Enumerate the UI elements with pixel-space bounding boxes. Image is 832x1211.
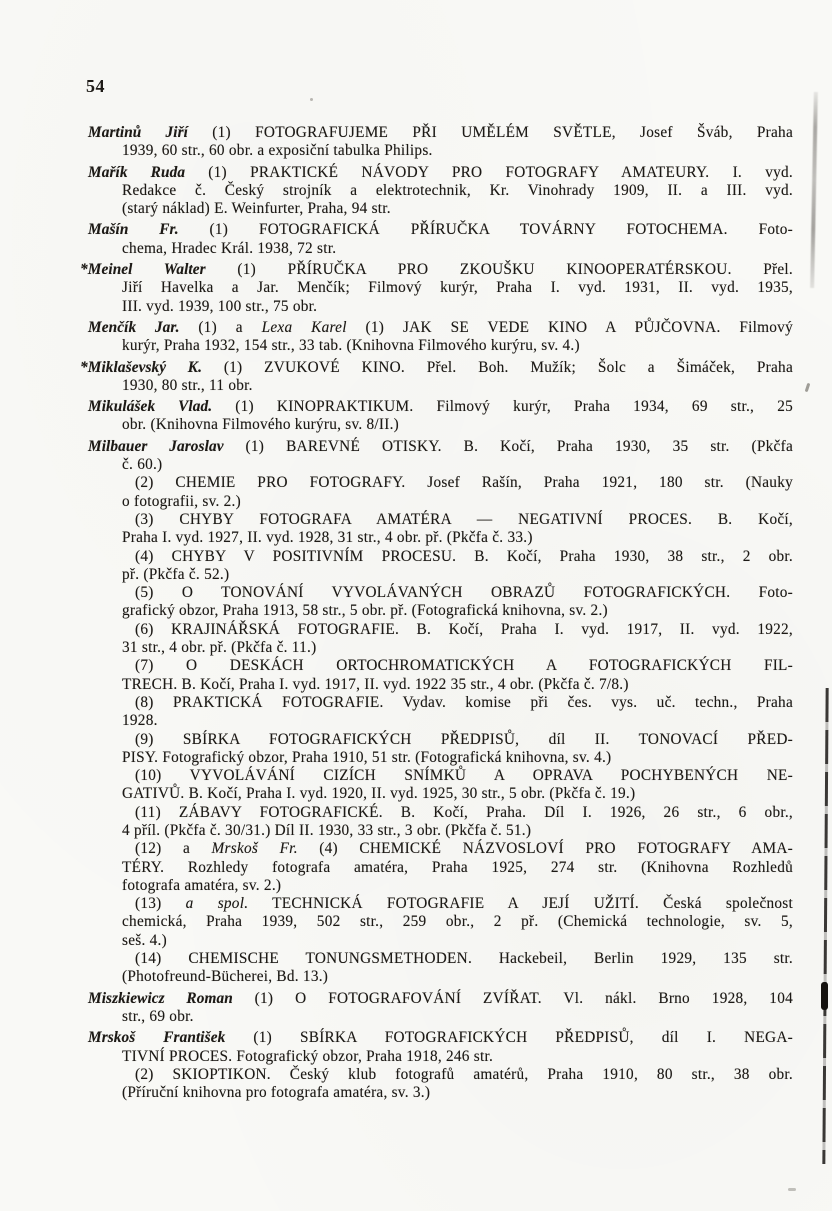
- bib-line: grafický obzor, Praha 1913, 58 str., 5 obr. př. (Fotografická knihovna, sv. 2.): [122, 602, 608, 620]
- bib-entry: [88, 1029, 793, 1102]
- bib-entry: [88, 318, 793, 356]
- scan-artifact-speck: [788, 1188, 796, 1191]
- bib-line: kurýr, Praha 1932, 154 str., 33 tab. (Knihovna Filmového kurýru, sv. 4.): [122, 337, 580, 355]
- bib-entry: [80, 261, 794, 316]
- bib-line: (2) SKIOPTIKON. Český klub fotografů amatérů, Praha 1910, 80 str., 38 obr.: [135, 1065, 793, 1083]
- bib-line: TIVNÍ PROCES. Fotografický obzor, Praha 1918, 246 str.: [122, 1047, 494, 1065]
- bib-line: (7) O DESKÁCH ORTOCHROMATICKÝCH A FOTOGRAFICKÝCH FIL-: [135, 657, 793, 675]
- bib-line: chemická, Praha 1939, 502 str., 259 obr., 2 př. (Chemická technologie, sv. 5,: [122, 913, 793, 931]
- bib-line: PISY. Fotografický obzor, Praha 1910, 51 str. (Fotografická knihovna, sv. 4.): [122, 748, 612, 766]
- bib-line: (12) a Mrskoš Fr. (4) CHEMICKÉ NÁZVOSLOVÍ PRO FOTOGRAFY AMA-: [135, 840, 794, 858]
- author-name: Mrskoš František: [88, 1029, 226, 1047]
- bib-line: TÉRY. Rozhledy fotografa amatéra, Praha 1925, 274 str. (Knihovna Rozhledů: [122, 858, 793, 876]
- author-name: Mašín Fr.: [88, 221, 179, 239]
- bib-line: 1930, 80 str., 11 obr.: [122, 376, 253, 394]
- bib-line: (5) O TONOVÁNÍ VYVOLÁVANÝCH OBRAZŮ FOTOGRAFICKÝCH. Foto-: [135, 584, 793, 602]
- page-number: 54: [86, 76, 105, 96]
- bib-line: (10) VYVOLÁVÁNÍ CIZÍCH SNÍMKŮ A OPRAVA POCHYBENÝCH NE-: [135, 767, 793, 785]
- bib-line: Jiří Havelka a Jar. Menčík; Filmový kurýr, Praha I. vyd. 1931, II. vyd. 1935,: [122, 279, 793, 297]
- bib-line: Praha I. vyd. 1927, II. vyd. 1928, 31 str., 4 obr. př. (Pkčfa č. 33.): [122, 529, 533, 547]
- bib-line: (13) a spol. TECHNICKÁ FOTOGRAFIE A JEJÍ UŽITÍ. Česká společnost: [135, 895, 793, 913]
- bib-line: (3) CHYBY FOTOGRAFA AMATÉRA — NEGATIVNÍ PROCES. B. Kočí,: [135, 510, 793, 528]
- bib-entry: [88, 163, 793, 219]
- bib-line: č. 60.): [122, 456, 163, 474]
- bib-entry: [88, 124, 793, 161]
- author-name: Miszkiewicz Roman: [88, 989, 233, 1007]
- author-name: *Meinel Walter: [80, 261, 206, 279]
- bib-line: Mašín Fr. (1) FOTOGRAFICKÁ PŘÍRUČKA TOVÁRNY FOTOCHEMA. Foto-: [88, 221, 793, 239]
- bib-line: seš. 4.): [122, 931, 167, 949]
- bib-line: (Photofreund-Bücherei, Bd. 13.): [122, 968, 329, 986]
- author-name: *Miklaševský K.: [80, 358, 203, 376]
- bib-line: Miszkiewicz Roman (1) O FOTOGRAFOVÁNÍ ZVÍŘAT. Vl. nákl. Brno 1928, 104: [88, 989, 793, 1007]
- bib-line: str., 69 obr.: [122, 1007, 194, 1025]
- scan-artifact-streak: [810, 92, 818, 288]
- bib-line: př. (Pkčfa č. 52.): [122, 565, 230, 583]
- bib-entry: [88, 398, 793, 435]
- author-name: Martinů Jiří: [88, 124, 189, 141]
- bib-entry: [88, 221, 793, 258]
- bib-line: o fotografii, sv. 2.): [122, 492, 241, 510]
- bib-line: 1928.: [122, 712, 158, 730]
- bib-line: Menčík Jar. (1) a Lexa Karel (1) JAK SE VEDE KINO A PŮJČOVNA. Filmový: [88, 318, 793, 336]
- bib-line: (starý náklad) E. Weinfurter, Praha, 94 str.: [122, 200, 391, 218]
- bib-line: *Meinel Walter (1) PŘÍRUČKA PRO ZKOUŠKU KINOOPERATÉRSKOU. Přel.: [80, 261, 794, 279]
- bib-line: Martinů Jiří (1) FOTOGRAFUJEME PŘI UMĚLÉM SVĚTLE, Josef Šváb, Praha: [88, 124, 793, 141]
- bib-line: Milbauer Jaroslav (1) BAREVNÉ OTISKY. B. Kočí, Praha 1930, 35 str. (Pkčfa: [88, 437, 793, 455]
- scan-artifact-edge-line: [822, 688, 828, 1164]
- bib-line: (9) SBÍRKA FOTOGRAFICKÝCH PŘEDPISŮ, díl II. TONOVACÍ PŘED-: [135, 730, 793, 748]
- author-name: Mařík Ruda: [88, 163, 186, 181]
- bib-line: (8) PRAKTICKÁ FOTOGRAFIE. Vydav. komise při čes. vys. uč. techn., Praha: [135, 693, 793, 711]
- bib-line: (4) CHYBY V POSITIVNÍM PROCESU. B. Kočí, Praha 1930, 38 str., 2 obr.: [135, 547, 793, 565]
- bib-line: (2) CHEMIE PRO FOTOGRAFY. Josef Rašín, Praha 1921, 180 str. (Nauky: [135, 474, 793, 492]
- bib-line: (14) CHEMISCHE TONUNGSMETHODEN. Hackebeil, Berlin 1929, 135 str.: [135, 950, 793, 968]
- bib-line: (6) KRAJINÁŘSKÁ FOTOGRAFIE. B. Kočí, Praha I. vyd. 1917, II. vyd. 1922,: [135, 620, 793, 638]
- author-name: Menčík Jar.: [88, 318, 180, 336]
- bib-line: chema, Hradec Král. 1938, 72 str.: [122, 239, 337, 257]
- bibliography: [80, 124, 794, 1102]
- bib-line: Mařík Ruda (1) PRAKTICKÉ NÁVODY PRO FOTOGRAFY AMATEURY. I. vyd.: [88, 163, 793, 181]
- bib-entry: [80, 358, 793, 396]
- bib-line: obr. (Knihovna Filmového kurýru, sv. 8/II.): [122, 416, 399, 434]
- bib-line: *Miklaševský K. (1) ZVUKOVÉ KINO. Přel. Boh. Mužík; Šolc a Šimáček, Praha: [80, 358, 793, 376]
- bib-line: III. vyd. 1939, 100 str., 75 obr.: [122, 297, 318, 315]
- bib-line: Redakce č. Český strojník a elektrotechnik, Kr. Vinohrady 1909, II. a III. vyd.: [122, 181, 793, 199]
- bib-entry: [88, 989, 793, 1027]
- bib-line: GATIVŮ. B. Kočí, Praha I. vyd. 1920, II. vyd. 1925, 30 str., 5 obr. (Pkčfa č. 19.): [122, 785, 636, 803]
- bib-line: TRECH. B. Kočí, Praha I. vyd. 1917, II. vyd. 1922 35 str., 4 obr. (Pkčfa č. 7/8.): [122, 675, 629, 693]
- bib-line: Mikulášek Vlad. (1) KINOPRAKTIKUM. Filmový kurýr, Praha 1934, 69 str., 25: [88, 398, 793, 416]
- author-name: Milbauer Jaroslav: [88, 437, 224, 455]
- scan-artifact-speck: [805, 383, 811, 392]
- bib-line: 1939, 60 str., 60 obr. a exposiční tabulka Philips.: [122, 142, 433, 160]
- author-name: Mikulášek Vlad.: [88, 398, 213, 416]
- bib-line: 31 str., 4 obr. př. (Pkčfa č. 11.): [122, 639, 317, 657]
- bib-entry: [88, 437, 794, 987]
- scan-artifact-edge-blob: [821, 982, 828, 1010]
- bib-line: (11) ZÁBAVY FOTOGRAFICKÉ. B. Kočí, Praha. Díl I. 1926, 26 str., 6 obr.,: [135, 803, 793, 821]
- bib-line: Mrskoš František (1) SBÍRKA FOTOGRAFICKÝCH PŘEDPISŮ, díl I. NEGA-: [88, 1029, 793, 1047]
- bib-line: 4 příl. (Pkčfa č. 30/31.) Díl II. 1930, 33 str., 3 obr. (Pkčfa č. 51.): [122, 821, 532, 839]
- scan-artifact-speck: [310, 98, 313, 101]
- bib-line: fotografa amatéra, sv. 2.): [122, 876, 282, 894]
- bib-line: (Příruční knihovna pro fotografa amatéra, sv. 3.): [122, 1084, 431, 1102]
